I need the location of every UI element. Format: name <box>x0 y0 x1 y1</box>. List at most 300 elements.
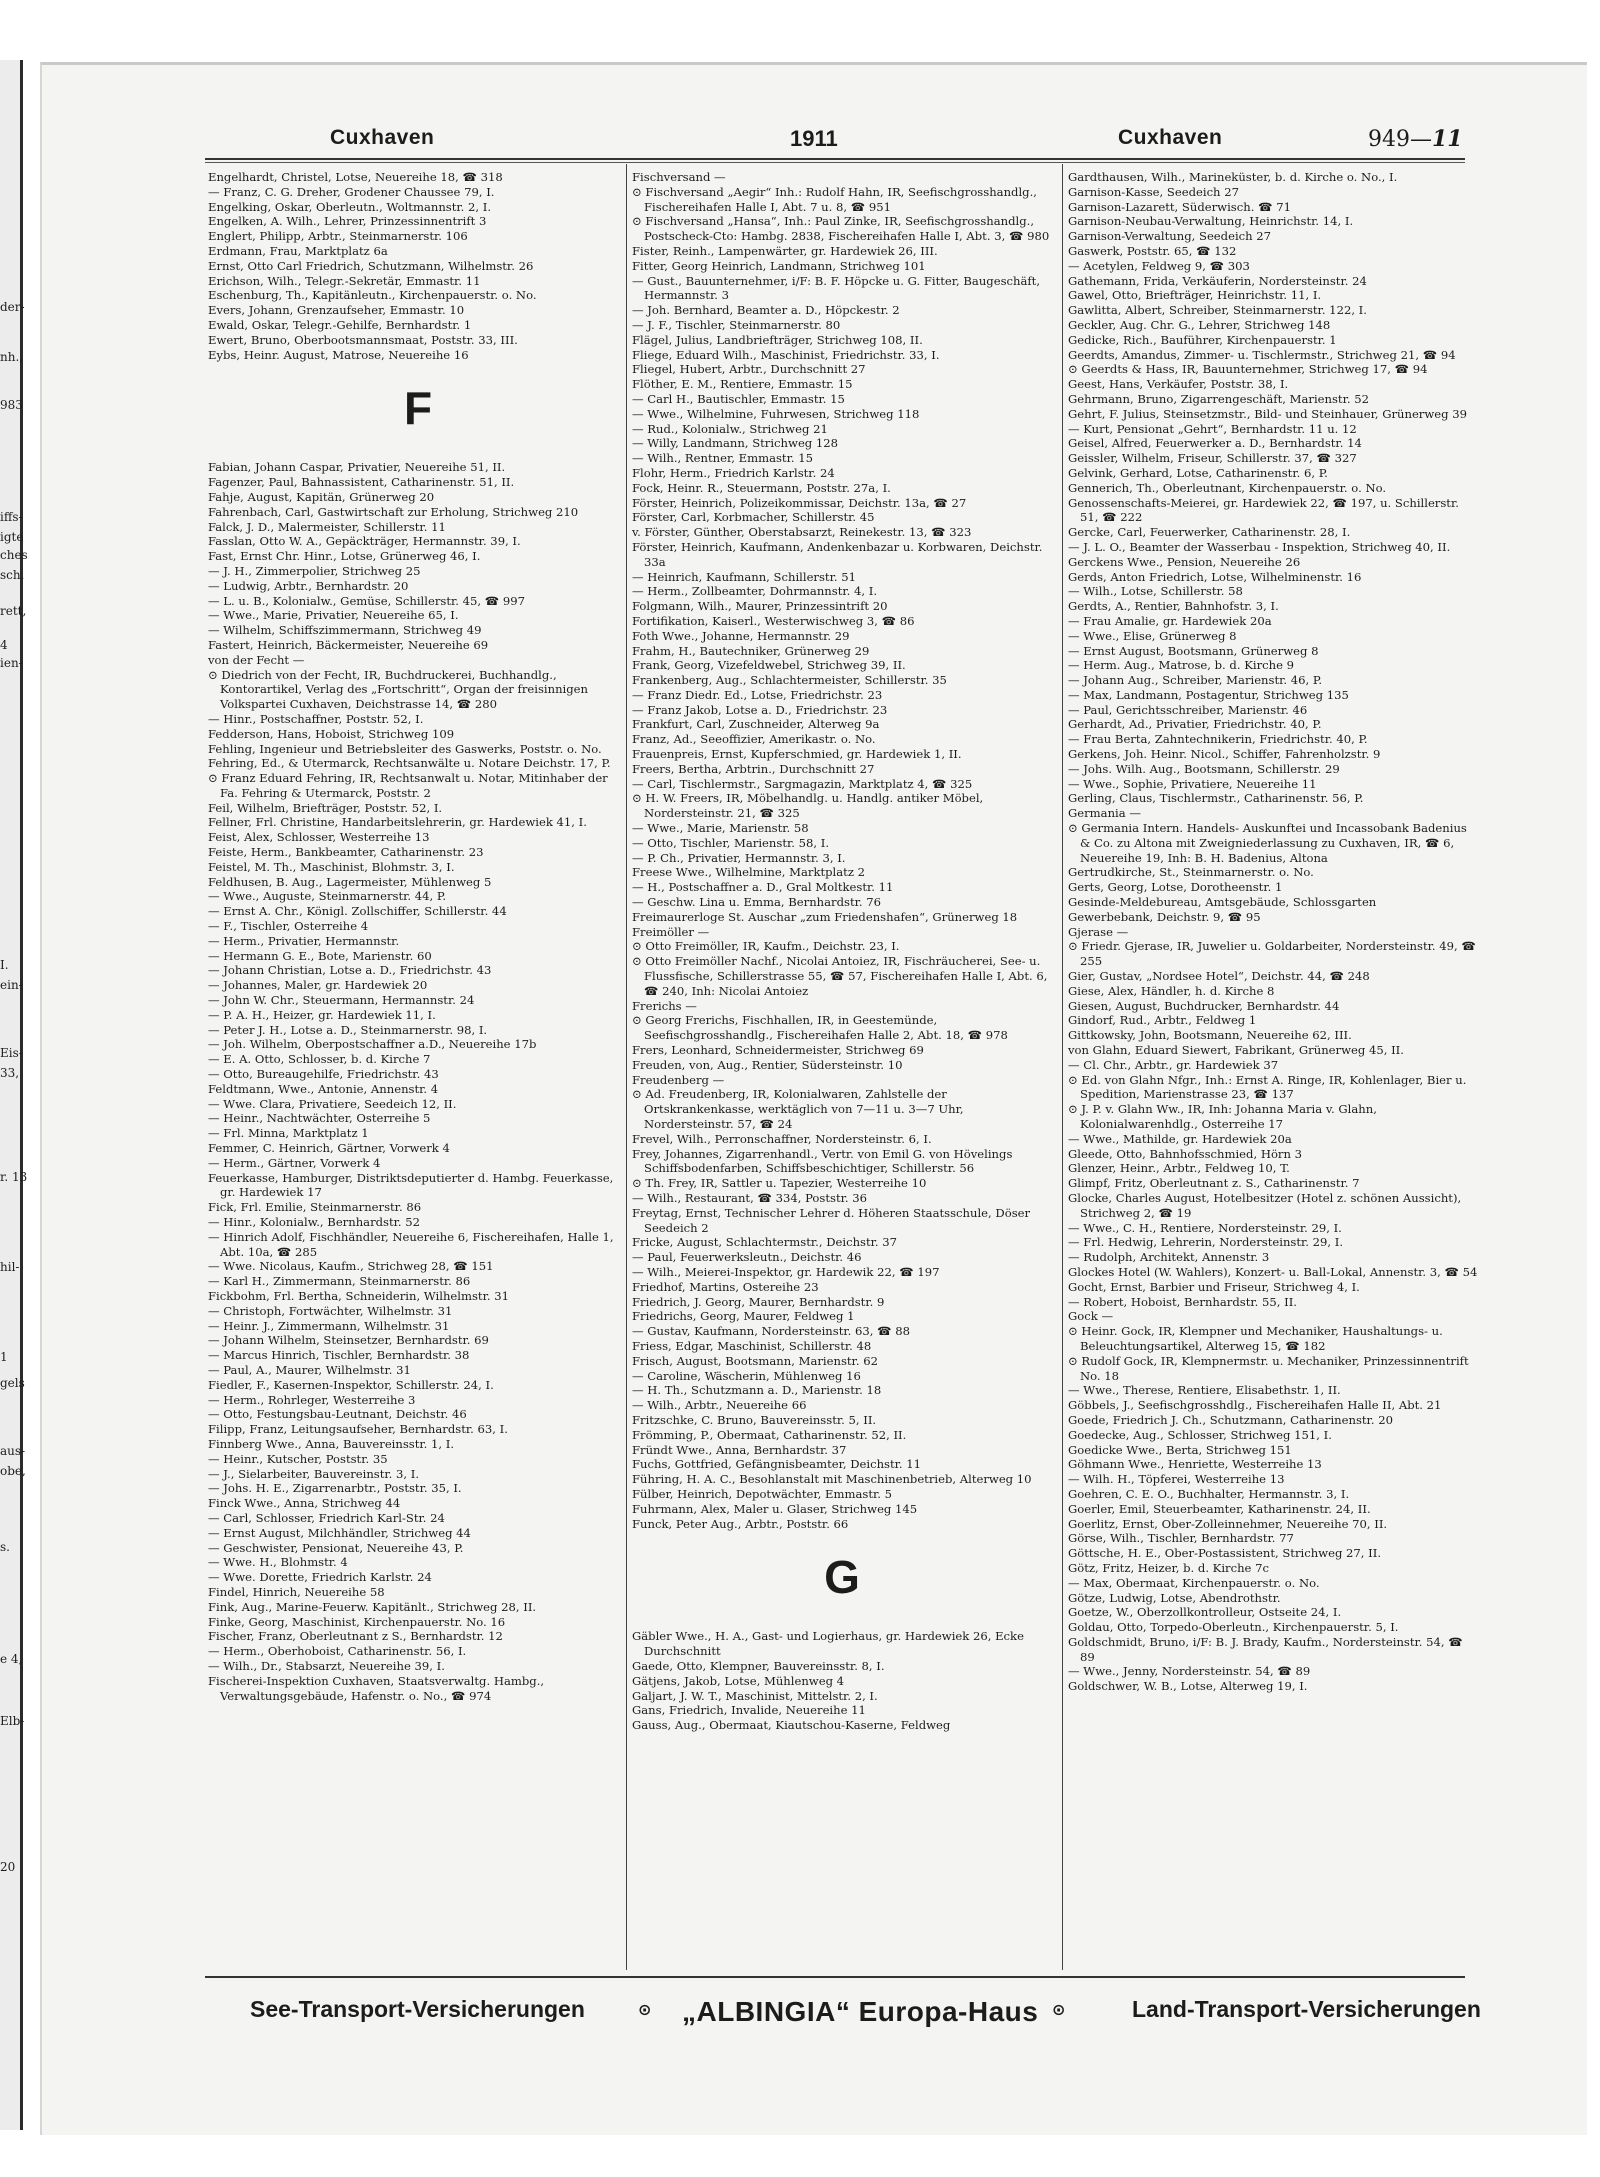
footer-rule <box>205 1976 1465 1978</box>
footer-right-text: Land-Transport-Versicherungen <box>1132 1996 1481 2022</box>
directory-entry: Frerichs — <box>632 998 697 1013</box>
directory-entry: Goerler, Emil, Steuerbeamter, Katharinenstr. 24, II. <box>1068 1501 1371 1516</box>
directory-entry: Fricke, August, Schlachtermstr., Deichstr. 37 <box>632 1235 898 1250</box>
directory-entry: — Johs. Wilh. Aug., Bootsmann, Schillerstr. 29 <box>1068 761 1340 776</box>
directory-entry: Fuhrmann, Alex, Maler u. Glaser, Strichweg 145 <box>632 1501 918 1516</box>
directory-entry: — Wilh., Dr., Stabsarzt, Neuereihe 39, I. <box>208 1658 445 1673</box>
directory-entry: — Carl H., Bautischler, Emmastr. 15 <box>632 391 845 406</box>
directory-entry: Goldschmidt, Bruno, i/F: B. J. Brady, Kaufm., Nordersteinstr. 54, ☎ 89 <box>1068 1634 1463 1664</box>
directory-entry: von der Fecht — <box>208 652 305 667</box>
directory-entry: Gätjens, Jakob, Lotse, Mühlenweg 4 <box>632 1673 845 1688</box>
directory-entry: Ewald, Oskar, Telegr.-Gehilfe, Bernhardstr. 1 <box>208 317 472 332</box>
directory-entry: — Wwe. Nicolaus, Kaufm., Strichweg 28, ☎ 151 <box>208 1259 494 1274</box>
directory-entry: — Wwe., Wilhelmine, Fuhrwesen, Strichweg 118 <box>632 406 920 421</box>
directory-entry: von Glahn, Eduard Siewert, Fabrikant, Grünerweg 45, II. <box>1068 1043 1404 1058</box>
directory-entry: Feiste, Herm., Bankbeamter, Catharinenstr. 23 <box>208 845 484 860</box>
directory-entry: — Carl, Schlosser, Friedrich Karl-Str. 24 <box>208 1510 445 1525</box>
directory-entry: Finke, Georg, Maschinist, Kirchenpauerstr. No. 16 <box>208 1614 506 1629</box>
previous-page-fragment: Elb- <box>0 1714 25 1728</box>
directory-entry: Gawlitta, Albert, Schreiber, Steinmarnerstr. 122, I. <box>1068 303 1367 318</box>
page-suffix: 11 <box>1432 126 1463 152</box>
directory-entry: Feldhusen, B. Aug., Lagermeister, Mühlenweg 5 <box>208 874 492 889</box>
directory-entry: Fedderson, Hans, Hoboist, Strichweg 109 <box>208 726 455 741</box>
header-city-right: Cuxhaven <box>1118 126 1223 149</box>
directory-entry: Giese, Alex, Händler, h. d. Kirche 8 <box>1068 983 1275 998</box>
directory-entry: Gock — <box>1068 1309 1114 1324</box>
directory-entry: — Herm. Aug., Matrose, b. d. Kirche 9 <box>1068 658 1294 673</box>
directory-entry: Fastert, Heinrich, Bäckermeister, Neuereihe 69 <box>208 637 489 652</box>
previous-page-fragment: 983 <box>0 398 23 412</box>
directory-entry: — Heinr., Kutscher, Poststr. 35 <box>208 1451 388 1466</box>
directory-entry: Frahm, H., Bautechniker, Grünerweg 29 <box>632 643 870 658</box>
directory-entry: — Wwe., Sophie, Privatiere, Neuereihe 11 <box>1068 776 1317 791</box>
directory-entry: — Wwe., Auguste, Steinmarnerstr. 44, P. <box>208 889 447 904</box>
directory-entry: ⊙ J. P. v. Glahn Ww., IR, Inh: Johanna Maria v. Glahn, Kolonialwarenhdlg., Osterreihe 17 <box>1068 1102 1377 1131</box>
directory-entry: ⊙ Fischversand „Hansa“, Inh.: Paul Zinke, IR, Seefischgrosshandlg., Postscheck-Cto: Hambg. 2838, Fischereihafen Halle I, Abt. 3, ☎ 980 <box>632 214 1050 244</box>
directory-entry: — Willy, Landmann, Strichweg 128 <box>632 436 839 451</box>
directory-entry: — Otto, Festungsbau-Leutnant, Deichstr. 46 <box>208 1407 467 1422</box>
directory-entry: Genossenschafts-Meierei, gr. Hardewiek 22, ☎ 197, u. Schillerstr. 51, ☎ 222 <box>1068 495 1459 525</box>
directory-entry: — Wwe. Dorette, Friedrich Karlstr. 24 <box>208 1570 432 1585</box>
directory-entry: Engelking, Oskar, Oberleutn., Woltmannstr. 2, I. <box>208 199 492 214</box>
directory-entry: — Ernst August, Milchhändler, Strichweg 44 <box>208 1525 471 1540</box>
previous-page-fragment: sch. <box>0 568 25 582</box>
previous-page-fragment: ien- <box>0 656 23 670</box>
directory-entry: Feil, Wilhelm, Briefträger, Poststr. 52, I. <box>208 800 443 815</box>
directory-entry: Finck Wwe., Anna, Strichweg 44 <box>208 1496 401 1511</box>
directory-entry: Gerckens Wwe., Pension, Neuereihe 26 <box>1068 554 1301 569</box>
header-page-number <box>1368 126 1463 152</box>
directory-entry: Gedicke, Rich., Bauführer, Kirchenpauerstr. 1 <box>1068 332 1337 347</box>
directory-entry: — Franz, C. G. Dreher, Grodener Chaussee 79, I. <box>208 184 495 199</box>
previous-page-fragment: der- <box>0 300 25 314</box>
directory-entry: Geest, Hans, Verkäufer, Poststr. 38, I. <box>1068 377 1289 392</box>
directory-entry: — Johann Christian, Lotse a. D., Friedrichstr. 43 <box>208 963 492 978</box>
column-2 <box>632 170 1052 1733</box>
directory-entry: Flöther, E. M., Rentiere, Emmastr. 15 <box>632 377 853 392</box>
directory-entry: Fahrenbach, Carl, Gastwirtschaft zur Erholung, Strichweg 210 <box>208 504 579 519</box>
directory-entry: Frey, Johannes, Zigarrenhandl., Vertr. von Emil G. von Hövelings Schiffsbodenfarben, Schiffsbeschichtiger, Schillerstr. 56 <box>632 1146 1013 1176</box>
previous-page-fragment: ein- <box>0 978 23 992</box>
directory-entry: ⊙ Heinr. Gock, IR, Klempner und Mechaniker, Haushaltungs- u. Beleuchtungsartikel, Alterweg 15, ☎ 182 <box>1068 1324 1443 1353</box>
directory-entry: Friess, Edgar, Maschinist, Schillerstr. 48 <box>632 1338 872 1353</box>
directory-entry: Gawel, Otto, Briefträger, Heinrichstr. 11, I. <box>1068 288 1322 303</box>
directory-entry: — Herm., Zollbeamter, Dohrmannstr. 4, I. <box>632 584 878 599</box>
directory-entry: — Wwe., Marie, Privatier, Neuereihe 65, I. <box>208 608 459 623</box>
directory-entry: — Frl. Minna, Marktplatz 1 <box>208 1126 369 1141</box>
directory-entry: Geerdts, Amandus, Zimmer- u. Tischlermstr., Strichweg 21, ☎ 94 <box>1068 347 1456 362</box>
directory-entry: Gjerase — <box>1068 924 1129 939</box>
directory-entry: — Carl, Tischlermstr., Sargmagazin, Marktplatz 4, ☎ 325 <box>632 776 973 791</box>
directory-entry: Frisch, August, Bootsmann, Marienstr. 62 <box>632 1353 878 1368</box>
directory-entry: — Wilhelm, Schiffszimmermann, Strichweg 49 <box>208 623 482 638</box>
directory-entry: — Johann Aug., Schreiber, Marienstr. 46, P. <box>1068 673 1323 688</box>
directory-entry: Fehring, Ed., & Utermarck, Rechtsanwälte u. Notare Deichstr. 17, P. <box>208 756 611 771</box>
directory-entry: Fasslan, Otto W. A., Gepäckträger, Hermannstr. 39, I. <box>208 534 521 549</box>
directory-entry: Fischer, Franz, Oberleutnant z S., Bernhardstr. 12 <box>208 1629 503 1644</box>
directory-entry: Fischerei-Inspektion Cuxhaven, Staatsverwaltg. Hambg., Verwaltungsgebäude, Hafenstr. o. No., ☎ 974 <box>208 1673 545 1703</box>
column-divider <box>626 164 627 1970</box>
directory-entry: ⊙ Geerdts & Hass, IR, Bauunternehmer, Strichweg 17, ☎ 94 <box>1068 362 1428 377</box>
directory-entry: — Geschw. Lina u. Emma, Bernhardstr. 76 <box>632 895 882 910</box>
directory-entry: Gocht, Ernst, Barbier und Friseur, Strichweg 4, I. <box>1068 1279 1360 1294</box>
directory-entry: Goerlitz, Ernst, Ober-Zolleinnehmer, Neuereihe 70, II. <box>1068 1516 1388 1531</box>
directory-entry: — Wilh., Restaurant, ☎ 334, Poststr. 36 <box>632 1190 868 1205</box>
directory-entry: Feuerkasse, Hamburger, Distriktsdeputierter d. Hambg. Feuerkasse, gr. Hardewiek 17 <box>208 1170 614 1200</box>
directory-entry: Frankfurt, Carl, Zuschneider, Alterweg 9a <box>632 717 880 732</box>
directory-entry: — J. L. O., Beamter der Wasserbau - Inspektion, Strichweg 40, II. <box>1068 539 1451 554</box>
directory-entry: ⊙ Georg Frerichs, Fischhallen, IR, in Geestemünde, Seefischgrosshandlg., Fischereihafen Halle 2, Abt. 18, ☎ 978 <box>632 1013 1008 1043</box>
directory-entry: — Joh. Wilhelm, Oberpostschaffner a.D., Neuereihe 17b <box>208 1037 537 1052</box>
directory-entry: — Paul, Gerichtsschreiber, Marienstr. 46 <box>1068 702 1308 717</box>
directory-entry: — Wwe., Jenny, Nordersteinstr. 54, ☎ 89 <box>1068 1664 1311 1679</box>
directory-entry: Funck, Peter Aug., Arbtr., Poststr. 66 <box>632 1516 849 1531</box>
directory-entry: ⊙ Ad. Freudenberg, IR, Kolonialwaren, Zahlstelle der Ortskrankenkasse, werktäglich von 7—11 u. 3—7 Uhr, Nordersteinstr. 57, ☎ 24 <box>632 1087 964 1131</box>
directory-entry: Frömming, P., Obermaat, Catharinenstr. 52, II. <box>632 1427 907 1442</box>
directory-entry: Fortifikation, Kaiserl., Westerwischweg 3, ☎ 86 <box>632 613 915 628</box>
directory-entry: — Robert, Hoboist, Bernhardstr. 55, II. <box>1068 1294 1297 1309</box>
circle-dot-icon: ⊙ <box>638 2002 652 2019</box>
directory-entry: — Rudolph, Architekt, Annenstr. 3 <box>1068 1250 1270 1265</box>
directory-entry: — Wwe., C. H., Rentiere, Nordersteinstr. 29, I. <box>1068 1220 1342 1235</box>
column-divider <box>1062 164 1063 1970</box>
directory-entry: Fahje, August, Kapitän, Grünerweg 20 <box>208 489 435 504</box>
directory-entry: Goedicke Wwe., Berta, Strichweg 151 <box>1068 1442 1292 1457</box>
previous-page-fragment: 4 <box>0 638 8 652</box>
directory-entry: Eybs, Heinr. August, Matrose, Neuereihe 16 <box>208 347 469 362</box>
directory-entry: — Wilh., Arbtr., Neuereihe 66 <box>632 1398 807 1413</box>
header-year: 1911 <box>790 126 838 151</box>
directory-entry: — Wilh., Lotse, Schillerstr. 58 <box>1068 584 1243 599</box>
directory-entry: Feistel, M. Th., Maschinist, Blohmstr. 3, I. <box>208 859 455 874</box>
directory-entry: Göhmann Wwe., Henriette, Westerreihe 13 <box>1068 1457 1322 1472</box>
directory-entry: Evers, Johann, Grenzaufseher, Emmastr. 10 <box>208 303 465 318</box>
directory-entry: Frevel, Wilh., Perronschaffner, Nordersteinstr. 6, I. <box>632 1131 932 1146</box>
directory-entry: — Gust., Bauunternehmer, i/F: B. F. Höpcke u. G. Fitter, Baugeschäft, Hermannstr. 3 <box>632 273 1041 303</box>
directory-entry: — P. Ch., Privatier, Hermannstr. 3, I. <box>632 850 846 865</box>
directory-entry: — Ernst A. Chr., Königl. Zollschiffer, Schillerstr. 44 <box>208 904 507 919</box>
section-letter: G <box>824 1551 860 1604</box>
previous-page-fragment: gels <box>0 1376 25 1390</box>
previous-page-fragment: e 4, <box>0 1652 23 1666</box>
previous-page-fragment: 20 <box>0 1860 16 1874</box>
directory-entry: Fischversand — <box>632 170 726 184</box>
directory-entry: — J. F., Tischler, Steinmarnerstr. 80 <box>632 317 841 332</box>
directory-entry: v. Förster, Günther, Oberstabsarzt, Reinekestr. 13, ☎ 323 <box>632 525 972 540</box>
directory-entry: Goedecke, Aug., Schlosser, Strichweg 151, I. <box>1068 1427 1332 1442</box>
footer-middle-text: „ALBINGIA“ Europa-Haus <box>682 1996 1039 2027</box>
directory-entry: — Ludwig, Arbtr., Bernhardstr. 20 <box>208 578 409 593</box>
directory-entry: Flägel, Julius, Landbriefträger, Strichweg 108, II. <box>632 332 923 347</box>
previous-page-fragment: obe, <box>0 1464 26 1478</box>
directory-entry: — Kurt, Pensionat „Gehrt“, Bernhardstr. 11 u. 12 <box>1068 421 1357 436</box>
directory-entry: Goldschwer, W. B., Lotse, Alterweg 19, I. <box>1068 1679 1308 1694</box>
directory-entry: Freimaurerloge St. Auschar „zum Friedenshafen“, Grünerweg 18 <box>632 909 1018 924</box>
directory-entry: Ernst, Otto Carl Friedrich, Schutzmann, Wilhelmstr. 26 <box>208 258 534 273</box>
directory-entry: Foth Wwe., Johanne, Hermannstr. 29 <box>632 628 850 643</box>
directory-entry: ⊙ Fischversand „Aegir“ Inh.: Rudolf Hahn, IR, Seefischgrosshandlg., Fischereihafen Halle I, Abt. 7 u. 8, ☎ 951 <box>632 184 1037 214</box>
directory-entry: Göbbels, J., Seefischgrosshdlg., Fischereihafen Halle II, Abt. 21 <box>1068 1398 1442 1413</box>
directory-entry: — Herm., Rohrleger, Westerreihe 3 <box>208 1392 416 1407</box>
directory-entry: Fickbohm, Frl. Bertha, Schneiderin, Wilhelmstr. 31 <box>208 1288 509 1303</box>
directory-entry: Erdmann, Frau, Marktplatz 6a <box>208 243 388 258</box>
directory-entry: Gathemann, Frida, Verkäuferin, Nordersteinstr. 24 <box>1068 273 1367 288</box>
directory-entry: ⊙ Otto Freimöller Nachf., Nicolai Antoiez, IR, Fischräucherei, See- u. Flussfische, Schillerstrasse 55, ☎ 57, Fischereihafen Halle I, Abt. 6, ☎ 240, Inh: Nicolai Antoiez <box>632 954 1048 998</box>
directory-entry: — Paul, Feuerwerksleutn., Deichstr. 46 <box>632 1250 862 1265</box>
directory-entry: — J. H., Zimmerpolier, Strichweg 25 <box>208 563 421 578</box>
directory-entry: — Heinr., Nachtwächter, Osterreihe 5 <box>208 1111 431 1126</box>
directory-entry: Fast, Ernst Chr. Hinr., Lotse, Grünerweg 46, I. <box>208 549 481 564</box>
directory-entry: — Heinr. J., Zimmermann, Wilhelmstr. 31 <box>208 1318 450 1333</box>
directory-entry: — Wilh., Rentner, Emmastr. 15 <box>632 451 813 466</box>
directory-entry: Garnison-Verwaltung, Seedeich 27 <box>1068 229 1272 244</box>
directory-entry: Goetze, W., Oberzollkontrolleur, Ostseite 24, I. <box>1068 1605 1342 1620</box>
directory-entry: Frers, Leonhard, Schneidermeister, Strichweg 69 <box>632 1043 924 1058</box>
circle-dot-icon: ⊙ <box>1052 2002 1066 2019</box>
directory-entry: Fehling, Ingenieur und Betriebsleiter des Gaswerks, Poststr. o. No. <box>208 741 602 756</box>
directory-entry: Gertrudkirche, St., Steinmarnerstr. o. No. <box>1068 865 1314 880</box>
directory-entry: Eschenburg, Th., Kapitänleutn., Kirchenpauerstr. o. No. <box>208 288 537 303</box>
directory-entry: — Gustav, Kaufmann, Nordersteinstr. 63, ☎ 88 <box>632 1324 910 1339</box>
directory-entry: Engelken, A. Wilh., Lehrer, Prinzessinnentrift 3 <box>208 214 487 229</box>
directory-entry: Gauss, Aug., Obermaat, Kiautschou-Kaserne, Feldweg <box>632 1718 951 1733</box>
directory-entry: — Paul, A., Maurer, Wilhelmstr. 31 <box>208 1362 411 1377</box>
directory-entry: Gerkens, Joh. Heinr. Nicol., Schiffer, Fahrenholzstr. 9 <box>1068 747 1381 762</box>
directory-entry: — Rud., Kolonialw., Strichweg 21 <box>632 421 828 436</box>
directory-entry: — Marcus Hinrich, Tischler, Bernhardstr. 38 <box>208 1348 470 1363</box>
directory-entry: Gans, Friedrich, Invalide, Neuereihe 11 <box>632 1703 866 1718</box>
directory-entry: Gittkowsky, John, Bootsmann, Neuereihe 62, III. <box>1068 1028 1352 1043</box>
directory-entry: Glocke, Charles August, Hotelbesitzer (Hotel z. schönen Aussicht), Strichweg 2, ☎ 19 <box>1068 1190 1462 1220</box>
directory-entry: Freytag, Ernst, Technischer Lehrer d. Höheren Staatsschule, Döser Seedeich 2 <box>632 1205 1031 1235</box>
directory-entry: Götze, Ludwig, Lotse, Abendrothstr. <box>1068 1590 1281 1605</box>
directory-entry: Förster, Carl, Korbmacher, Schillerstr. 45 <box>632 510 875 525</box>
directory-entry: Findel, Hinrich, Neuereihe 58 <box>208 1584 385 1599</box>
directory-entry: — John W. Chr., Steuermann, Hermannstr. 24 <box>208 993 475 1008</box>
directory-entry: Frankenberg, Aug., Schlachtermeister, Schillerstr. 35 <box>632 673 947 688</box>
directory-entry: Geckler, Aug. Chr. G., Lehrer, Strichweg 148 <box>1068 317 1331 332</box>
header-rule-thin <box>205 162 1465 163</box>
directory-entry: Feist, Alex, Schlosser, Westerreihe 13 <box>208 830 430 845</box>
directory-entry: — Otto, Bureaugehilfe, Friedrichstr. 43 <box>208 1067 439 1082</box>
directory-entry: Förster, Heinrich, Polizeikommissar, Deichstr. 13a, ☎ 27 <box>632 495 967 510</box>
directory-entry: Fock, Heinr. R., Steuermann, Poststr. 27a, I. <box>632 480 891 495</box>
directory-entry: Franz, Ad., Seeoffizier, Amerikastr. o. No. <box>632 732 876 747</box>
directory-entry: Fagenzer, Paul, Bahnassistent, Catharinenstr. 51, II. <box>208 475 515 490</box>
directory-entry: Gennerich, Th., Oberleutnant, Kirchenpauerstr. o. No. <box>1068 480 1387 495</box>
directory-entry: Fister, Reinh., Lampenwärter, gr. Hardewiek 26, III. <box>632 243 938 258</box>
directory-entry: — Johann Wilhelm, Steinsetzer, Bernhardstr. 69 <box>208 1333 489 1348</box>
directory-entry: — Johannes, Maler, gr. Hardewiek 20 <box>208 978 428 993</box>
directory-entry: ⊙ Otto Freimöller, IR, Kaufm., Deichstr. 23, I. <box>632 939 900 954</box>
directory-entry: — Wwe., Marie, Marienstr. 58 <box>632 821 809 836</box>
directory-entry: — Joh. Bernhard, Beamter a. D., Höpckestr. 2 <box>632 303 900 318</box>
directory-entry: Friedhof, Martins, Ostereihe 23 <box>632 1279 819 1294</box>
directory-entry: — Franz Jakob, Lotse a. D., Friedrichstr. 23 <box>632 702 888 717</box>
directory-entry: Gaswerk, Poststr. 65, ☎ 132 <box>1068 243 1237 258</box>
page-number: 949— <box>1368 127 1432 152</box>
directory-entry: Fuchs, Gottfried, Gefängnisbeamter, Deichstr. 11 <box>632 1457 922 1472</box>
directory-entry: ⊙ Franz Eduard Fehring, IR, Rechtsanwalt u. Notar, Mitinhaber der Fa. Fehring & Utermarck, Poststr. 2 <box>208 771 608 800</box>
previous-page-fragment: ches <box>0 548 28 562</box>
directory-entry: Gindorf, Rud., Arbtr., Feldweg 1 <box>1068 1013 1257 1028</box>
directory-entry: ⊙ Th. Frey, IR, Sattler u. Tapezier, Westerreihe 10 <box>632 1176 927 1191</box>
directory-entry: Führing, H. A. C., Besohlanstalt mit Maschinenbetrieb, Alterweg 10 <box>632 1472 1032 1487</box>
previous-page-fragment: aus- <box>0 1444 26 1458</box>
directory-entry: — L. u. B., Kolonialw., Gemüse, Schillerstr. 45, ☎ 997 <box>208 593 525 608</box>
directory-entry: Fliegel, Hubert, Arbtr., Durchschnitt 27 <box>632 362 866 377</box>
directory-entry: Giesen, August, Buchdrucker, Bernhardstr. 44 <box>1068 998 1340 1013</box>
directory-entry: — Karl H., Zimmermann, Steinmarnerstr. 86 <box>208 1274 471 1289</box>
previous-page-fragment: I. <box>0 958 9 972</box>
directory-entry: Gardthausen, Wilh., Marineküster, b. d. Kirche o. No., I. <box>1068 170 1398 184</box>
directory-entry: ⊙ Diedrich von der Fecht, IR, Buchdruckerei, Buchhandlg., Kontorartikel, Verlag des „Fortschritt“, Organ der freisinnigen Volkspartei Cuxhaven, Deichstrasse 14, ☎ 280 <box>208 667 588 712</box>
directory-entry: Fick, Frl. Emilie, Steinmarnerstr. 86 <box>208 1200 422 1215</box>
directory-entry: — Herm., Gärtner, Vorwerk 4 <box>208 1155 381 1170</box>
directory-entry: Goede, Friedrich J. Ch., Schutzmann, Catharinenstr. 20 <box>1068 1412 1393 1427</box>
directory-entry: — Herm., Privatier, Hermannstr. <box>208 933 400 948</box>
directory-entry: Gerdts, A., Rentier, Bahnhofstr. 3, I. <box>1068 599 1279 614</box>
directory-entry: — Wwe. H., Blohmstr. 4 <box>208 1555 348 1570</box>
column-3 <box>1068 170 1480 1694</box>
directory-entry: Fellner, Frl. Christine, Handarbeitslehrerin, gr. Hardewiek 41, I. <box>208 815 587 830</box>
directory-entry: Filipp, Franz, Leitungsaufseher, Bernhardstr. 63, I. <box>208 1422 508 1437</box>
footer-left-text: See-Transport-Versicherungen <box>250 1996 585 2022</box>
directory-entry: — Frau Amalie, gr. Hardewiek 20a <box>1068 613 1272 628</box>
directory-entry: Fabian, Johann Caspar, Privatier, Neuereihe 51, II. <box>208 460 506 475</box>
directory-entry: Garnison-Neubau-Verwaltung, Heinrichstr. 14, I. <box>1068 214 1354 229</box>
directory-entry: — Max, Landmann, Postagentur, Strichweg 135 <box>1068 687 1349 702</box>
directory-entry: Falck, J. D., Malermeister, Schillerstr. 11 <box>208 519 446 534</box>
previous-page-fragment: igte <box>0 530 24 544</box>
directory-entry: — Wwe. Clara, Privatiere, Seedeich 12, II. <box>208 1096 457 1111</box>
directory-entry: — Wwe., Therese, Rentiere, Elisabethstr. 1, II. <box>1068 1383 1341 1398</box>
directory-entry: Freimöller — <box>632 924 710 939</box>
directory-entry: ⊙ Friedr. Gjerase, IR, Juwelier u. Goldarbeiter, Nordersteinstr. 49, ☎ 255 <box>1068 939 1476 969</box>
previous-page-fragment: r. 13 <box>0 1170 28 1184</box>
header-rule <box>205 158 1465 160</box>
directory-entry: — H., Postschaffner a. D., Gral Moltkestr. 11 <box>632 880 894 895</box>
directory-entry: Friedrich, J. Georg, Maurer, Bernhardstr. 9 <box>632 1294 885 1309</box>
directory-entry: Gerling, Claus, Tischlermstr., Catharinenstr. 56, P. <box>1068 791 1364 806</box>
directory-entry: — Otto, Tischler, Marienstr. 58, I. <box>632 835 830 850</box>
directory-entry: — Ernst August, Bootsmann, Grünerweg 8 <box>1068 643 1319 658</box>
previous-page-fragment: rett, <box>0 604 27 618</box>
directory-entry: — Hermann G. E., Bote, Marienstr. 60 <box>208 948 432 963</box>
previous-page-fragment: Eis- <box>0 1046 23 1060</box>
directory-entry: Friedrichs, Georg, Maurer, Feldweg 1 <box>632 1309 855 1324</box>
directory-entry: Fritzschke, C. Bruno, Bauvereinsstr. 5, II. <box>632 1412 877 1427</box>
directory-entry: Freers, Bertha, Arbtrin., Durchschnitt 27 <box>632 761 875 776</box>
directory-entry: Freuden, von, Aug., Rentier, Südersteinstr. 10 <box>632 1057 903 1072</box>
directory-entry: Goehren, C. E. O., Buchhalter, Hermannstr. 3, I. <box>1068 1486 1350 1501</box>
directory-entry: Glockes Hotel (W. Wahlers), Konzert- u. Ball-Lokal, Annenstr. 3, ☎ 54 <box>1068 1264 1478 1279</box>
directory-entry: Germania — <box>1068 806 1141 821</box>
directory-entry: ⊙ Germania Intern. Handels- Auskunftei und Incassobank Badenius & Co. zu Altona mit Zweigniederlassung zu Cuxhaven, IR, ☎ 6, Neuereihe 19, Inh: B. H. Badenius, Altona <box>1068 821 1467 865</box>
directory-entry: Gaede, Otto, Klempner, Bauvereinsstr. 8, I. <box>632 1658 885 1673</box>
directory-entry: — H. Th., Schutzmann a. D., Marienstr. 18 <box>632 1383 882 1398</box>
directory-entry: Gerhardt, Ad., Privatier, Friedrichstr. 40, P. <box>1068 717 1322 732</box>
directory-entry: Frauenpreis, Ernst, Kupferschmied, gr. Hardewiek 1, II. <box>632 747 962 762</box>
directory-entry: Gier, Gustav, „Nordsee Hotel“, Deichstr. 44, ☎ 248 <box>1068 969 1370 984</box>
directory-entry: — Wwe., Elise, Grünerweg 8 <box>1068 628 1237 643</box>
directory-entry: Flohr, Herm., Friedrich Karlstr. 24 <box>632 465 835 480</box>
directory-entry: — F., Tischler, Osterreihe 4 <box>208 919 369 934</box>
directory-entry: — Peter J. H., Lotse a. D., Steinmarnerstr. 98, I. <box>208 1022 488 1037</box>
directory-entry: — J., Sielarbeiter, Bauvereinstr. 3, I. <box>208 1466 420 1481</box>
directory-entry: — P. A. H., Heizer, gr. Hardewiek 11, I. <box>208 1007 436 1022</box>
previous-page-fragment: nh., <box>0 350 24 364</box>
directory-entry: Fliege, Eduard Wilh., Maschinist, Friedrichstr. 33, I. <box>632 347 940 362</box>
directory-entry: Glenzer, Heinr., Arbtr., Feldweg 10, T. <box>1068 1161 1290 1176</box>
header-city-left: Cuxhaven <box>330 126 435 149</box>
directory-entry: Glimpf, Fritz, Oberleutnant z. S., Catharinenstr. 7 <box>1068 1176 1360 1191</box>
directory-entry: — Wilh. H., Töpferei, Westerreihe 13 <box>1068 1472 1285 1487</box>
directory-entry: Gleede, Otto, Bahnhofsschmied, Hörn 3 <box>1068 1146 1302 1161</box>
directory-entry: — Christoph, Fortwächter, Wilhelmstr. 31 <box>208 1303 453 1318</box>
directory-entry: — Frl. Hedwig, Lehrerin, Nordersteinstr. 29, I. <box>1068 1235 1344 1250</box>
directory-entry: — Max, Obermaat, Kirchenpauerstr. o. No. <box>1068 1575 1320 1590</box>
directory-entry: Garnison-Lazarett, Süderwisch. ☎ 71 <box>1068 199 1291 214</box>
directory-entry: Freudenberg — <box>632 1072 725 1087</box>
directory-entry: Garnison-Kasse, Seedeich 27 <box>1068 184 1239 199</box>
directory-entry: Götz, Fritz, Heizer, b. d. Kirche 7c <box>1068 1560 1269 1575</box>
previous-page-fragment: s. <box>0 1540 10 1554</box>
directory-entry: Görse, Wilh., Tischler, Bernhardstr. 77 <box>1068 1531 1294 1546</box>
directory-entry: — Wilh., Meierei-Inspektor, gr. Hardewik 22, ☎ 197 <box>632 1264 940 1279</box>
directory-entry: Gerds, Anton Friedrich, Lotse, Wilhelminenstr. 16 <box>1068 569 1362 584</box>
directory-entry: — Herm., Oberhoboist, Catharinenstr. 56, I. <box>208 1644 467 1659</box>
directory-entry: Englert, Philipp, Arbtr., Steinmarnerstr. 106 <box>208 229 468 244</box>
directory-entry: Göttsche, H. E., Ober-Postassistent, Strichweg 27, II. <box>1068 1546 1382 1561</box>
directory-entry: — Cl. Chr., Arbtr., gr. Hardewiek 37 <box>1068 1057 1279 1072</box>
directory-entry: Feldtmann, Wwe., Antonie, Annenstr. 4 <box>208 1081 439 1096</box>
directory-entry: — Frau Berta, Zahntechnikerin, Friedrichstr. 40, P. <box>1068 732 1368 747</box>
directory-entry: — Johs. H. E., Zigarrenarbtr., Poststr. 35, I. <box>208 1481 462 1496</box>
column-1 <box>208 170 628 1703</box>
previous-page-fragment: hil- <box>0 1260 20 1274</box>
directory-entry: Geissler, Wilhelm, Friseur, Schillerstr. 37, ☎ 327 <box>1068 451 1357 466</box>
directory-entry: Gehrmann, Bruno, Zigarrengeschäft, Marienstr. 52 <box>1068 391 1369 406</box>
directory-entry: Fülber, Heinrich, Depotwächter, Emmastr. 5 <box>632 1486 893 1501</box>
directory-entry: Frank, Georg, Vizefeldwebel, Strichweg 39, II. <box>632 658 906 673</box>
directory-entry: — Hinr., Postschaffner, Poststr. 52, I. <box>208 711 424 726</box>
directory-entry: ⊙ Ed. von Glahn Nfgr., Inh.: Ernst A. Ringe, IR, Kohlenlager, Bier u. Spedition, Marienstrasse 23, ☎ 137 <box>1068 1072 1467 1102</box>
directory-entry: — Hinrich Adolf, Fischhändler, Neuereihe 6, Fischereihafen, Halle 1, Abt. 10a, ☎ 285 <box>208 1229 614 1259</box>
directory-entry: — Heinrich, Kaufmann, Schillerstr. 51 <box>632 569 856 584</box>
directory-entry: Freese Wwe., Wilhelmine, Marktplatz 2 <box>632 865 866 880</box>
directory-entry: — Caroline, Wäscherin, Mühlenweg 16 <box>632 1368 861 1383</box>
directory-entry: ⊙ H. W. Freers, IR, Möbelhandlg. u. Handlg. antiker Möbel, Nordersteinstr. 21, ☎ 325 <box>632 791 984 821</box>
previous-page-fragments <box>0 60 34 2130</box>
previous-page-fragment: 33, <box>0 1066 20 1080</box>
directory-entry: Galjart, J. W. T., Maschinist, Mittelstr. 2, I. <box>632 1688 878 1703</box>
directory-entry: — E. A. Otto, Schlosser, b. d. Kirche 7 <box>208 1052 431 1067</box>
directory-entry: Ewert, Bruno, Oberbootsmannsmaat, Poststr. 33, III. <box>208 332 518 347</box>
directory-entry: Gäbler Wwe., H. A., Gast- und Logierhaus, gr. Hardewiek 26, Ecke Durchschnitt <box>632 1629 1024 1659</box>
directory-entry: Fink, Aug., Marine-Feuerw. Kapitänlt., Strichweg 28, II. <box>208 1599 537 1614</box>
directory-entry: Gelvink, Gerhard, Lotse, Catharinenstr. 6, P. <box>1068 465 1328 480</box>
directory-entry: ⊙ Rudolf Gock, IR, Klempnermstr. u. Mechaniker, Prinzessinnentrift No. 18 <box>1068 1353 1469 1383</box>
directory-entry: Gewerbebank, Deichstr. 9, ☎ 95 <box>1068 909 1261 924</box>
previous-page-fragment: 1 <box>0 1350 8 1364</box>
directory-entry: Folgmann, Wilh., Maurer, Prinzessintrift 20 <box>632 599 888 614</box>
directory-entry: — Wwe., Mathilde, gr. Hardewiek 20a <box>1068 1131 1292 1146</box>
directory-entry: Gerts, Georg, Lotse, Dorotheenstr. 1 <box>1068 880 1283 895</box>
directory-entry: — Geschwister, Pensionat, Neuereihe 43, P. <box>208 1540 464 1555</box>
directory-entry: Fiedler, F., Kasernen-Inspektor, Schillerstr. 24, I. <box>208 1377 494 1392</box>
directory-entry: Gehrt, F. Julius, Steinsetzmstr., Bild- und Steinhauer, Grünerweg 39 <box>1068 406 1467 421</box>
